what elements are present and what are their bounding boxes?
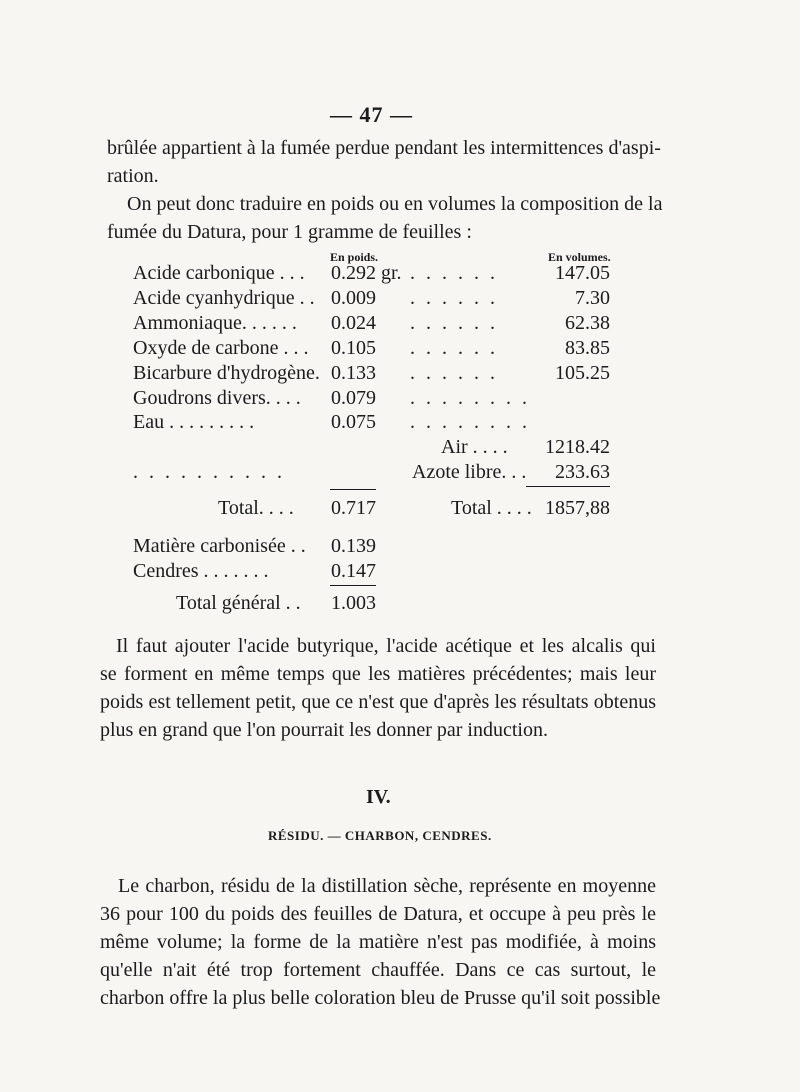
component-name: Ammoniaque. . . . . . bbox=[133, 312, 297, 334]
table-row bbox=[0, 362, 800, 388]
intro-paragraph bbox=[107, 134, 663, 246]
component-volume: 7.30 bbox=[575, 287, 610, 309]
component-weight: 0.133 bbox=[331, 362, 376, 384]
total-weight: 0.717 bbox=[331, 497, 376, 519]
component-name: Acide cyanhydrique . . bbox=[133, 287, 315, 309]
total-row bbox=[0, 497, 800, 523]
table-row bbox=[0, 337, 800, 363]
general-total-label: Total général . . bbox=[176, 592, 301, 614]
matiere-row bbox=[0, 535, 800, 561]
general-total-row bbox=[0, 592, 800, 618]
component-name: Bicarbure d'hydrogène. bbox=[133, 362, 320, 384]
table-row bbox=[0, 411, 800, 437]
cendres-label: Cendres . . . . . . . bbox=[133, 560, 269, 582]
component-weight: 0.075 bbox=[331, 411, 376, 433]
paragraph-line: qu'elle n'ait été trop fortement chauffée. Dans ce cas surtout, le bbox=[100, 959, 656, 981]
total-volume-label: Total . . . . bbox=[451, 497, 532, 519]
air-row bbox=[0, 436, 800, 462]
column-header-weight: En poids. bbox=[330, 250, 379, 264]
matiere-value: 0.139 bbox=[331, 535, 376, 557]
total-volume: 1857,88 bbox=[545, 497, 610, 519]
intro-line: On peut donc traduire en poids ou en volumes la composition de la bbox=[127, 193, 663, 215]
dot-leader: . . . . . . bbox=[410, 362, 498, 384]
column-header-volume: En volumes. bbox=[548, 250, 611, 264]
rule-general-total bbox=[330, 585, 376, 586]
azote-row bbox=[0, 461, 800, 487]
component-name: Eau . . . . . . . . . bbox=[133, 411, 255, 433]
intro-line: fumée du Datura, pour 1 gramme de feuilles : bbox=[107, 221, 472, 243]
component-name: Goudrons divers. . . . bbox=[133, 387, 301, 409]
total-label: Total. . . . bbox=[218, 497, 294, 519]
component-name: Oxyde de carbone . . . bbox=[133, 337, 309, 359]
table-row bbox=[0, 262, 800, 288]
paragraph-line: même volume; la forme de la matière n'est pas modifiée, à moins bbox=[100, 931, 656, 953]
cendres-value: 0.147 bbox=[331, 560, 376, 582]
component-weight: 0.105 bbox=[331, 337, 376, 359]
component-volume: 62.38 bbox=[565, 312, 610, 334]
component-weight: 0.079 bbox=[331, 387, 376, 409]
dot-leader: . . . . . . . . bbox=[410, 387, 530, 409]
paragraph-line: Il faut ajouter l'acide butyrique, l'acide acétique et les alcalis qui bbox=[116, 635, 656, 657]
cendres-row bbox=[0, 560, 800, 586]
paragraph-line: se forment en même temps que les matières précédentes; mais leur bbox=[100, 663, 656, 685]
paragraph-line: 36 pour 100 du poids des feuilles de Datura, et occupe à peu près le bbox=[100, 903, 656, 925]
dot-leader: . . . . . . bbox=[410, 337, 498, 359]
component-weight: 0.024 bbox=[331, 312, 376, 334]
dot-leader: . . . . . . bbox=[410, 312, 498, 334]
dot-leader: . . . . . . bbox=[410, 287, 498, 309]
paragraph-line: charbon offre la plus belle coloration bleu de Prusse qu'il soit possible bbox=[100, 987, 661, 1009]
rule-volume-total bbox=[526, 486, 610, 487]
component-weight: 0.009 bbox=[331, 287, 376, 309]
component-name: Acide carbonique . . . bbox=[133, 262, 305, 284]
additives-paragraph bbox=[100, 632, 656, 744]
dot-leader: . . . . . . . . bbox=[410, 411, 530, 433]
general-total-value: 1.003 bbox=[331, 592, 376, 614]
component-volume: 105.25 bbox=[555, 362, 610, 384]
azote-label: Azote libre. . . bbox=[412, 461, 527, 483]
dot-leader: . . . . . . . . . . bbox=[133, 461, 285, 483]
air-label: Air . . . . bbox=[441, 436, 508, 458]
paragraph-line: poids est tellement petit, que ce n'est que d'après les résultats obtenus bbox=[100, 691, 656, 713]
intro-line: brûlée appartient à la fumée perdue pendant les intermittences d'aspi- bbox=[107, 137, 661, 159]
paragraph-line: Le charbon, résidu de la distillation sèche, représente en moyenne bbox=[118, 875, 656, 897]
azote-value: 233.63 bbox=[555, 461, 610, 483]
component-volume: 147.05 bbox=[555, 262, 610, 284]
page-number: — 47 — bbox=[330, 102, 413, 127]
rule-weight-total bbox=[330, 489, 376, 490]
section-number: IV. bbox=[366, 786, 391, 808]
matiere-label: Matière carbonisée . . bbox=[133, 535, 306, 557]
paragraph-line: plus en grand que l'on pourrait les donner par induction. bbox=[100, 719, 548, 741]
table-row bbox=[0, 312, 800, 338]
section-title: RÉSIDU. — CHARBON, CENDRES. bbox=[268, 828, 492, 843]
intro-line: ration. bbox=[107, 165, 159, 187]
component-volume: 83.85 bbox=[565, 337, 610, 359]
table-row bbox=[0, 287, 800, 313]
residue-paragraph bbox=[100, 872, 661, 1012]
air-value: 1218.42 bbox=[545, 436, 610, 458]
dot-leader: . . . . . . bbox=[410, 262, 498, 284]
component-weight: 0.292 gr. bbox=[331, 262, 402, 284]
table-row bbox=[0, 387, 800, 413]
